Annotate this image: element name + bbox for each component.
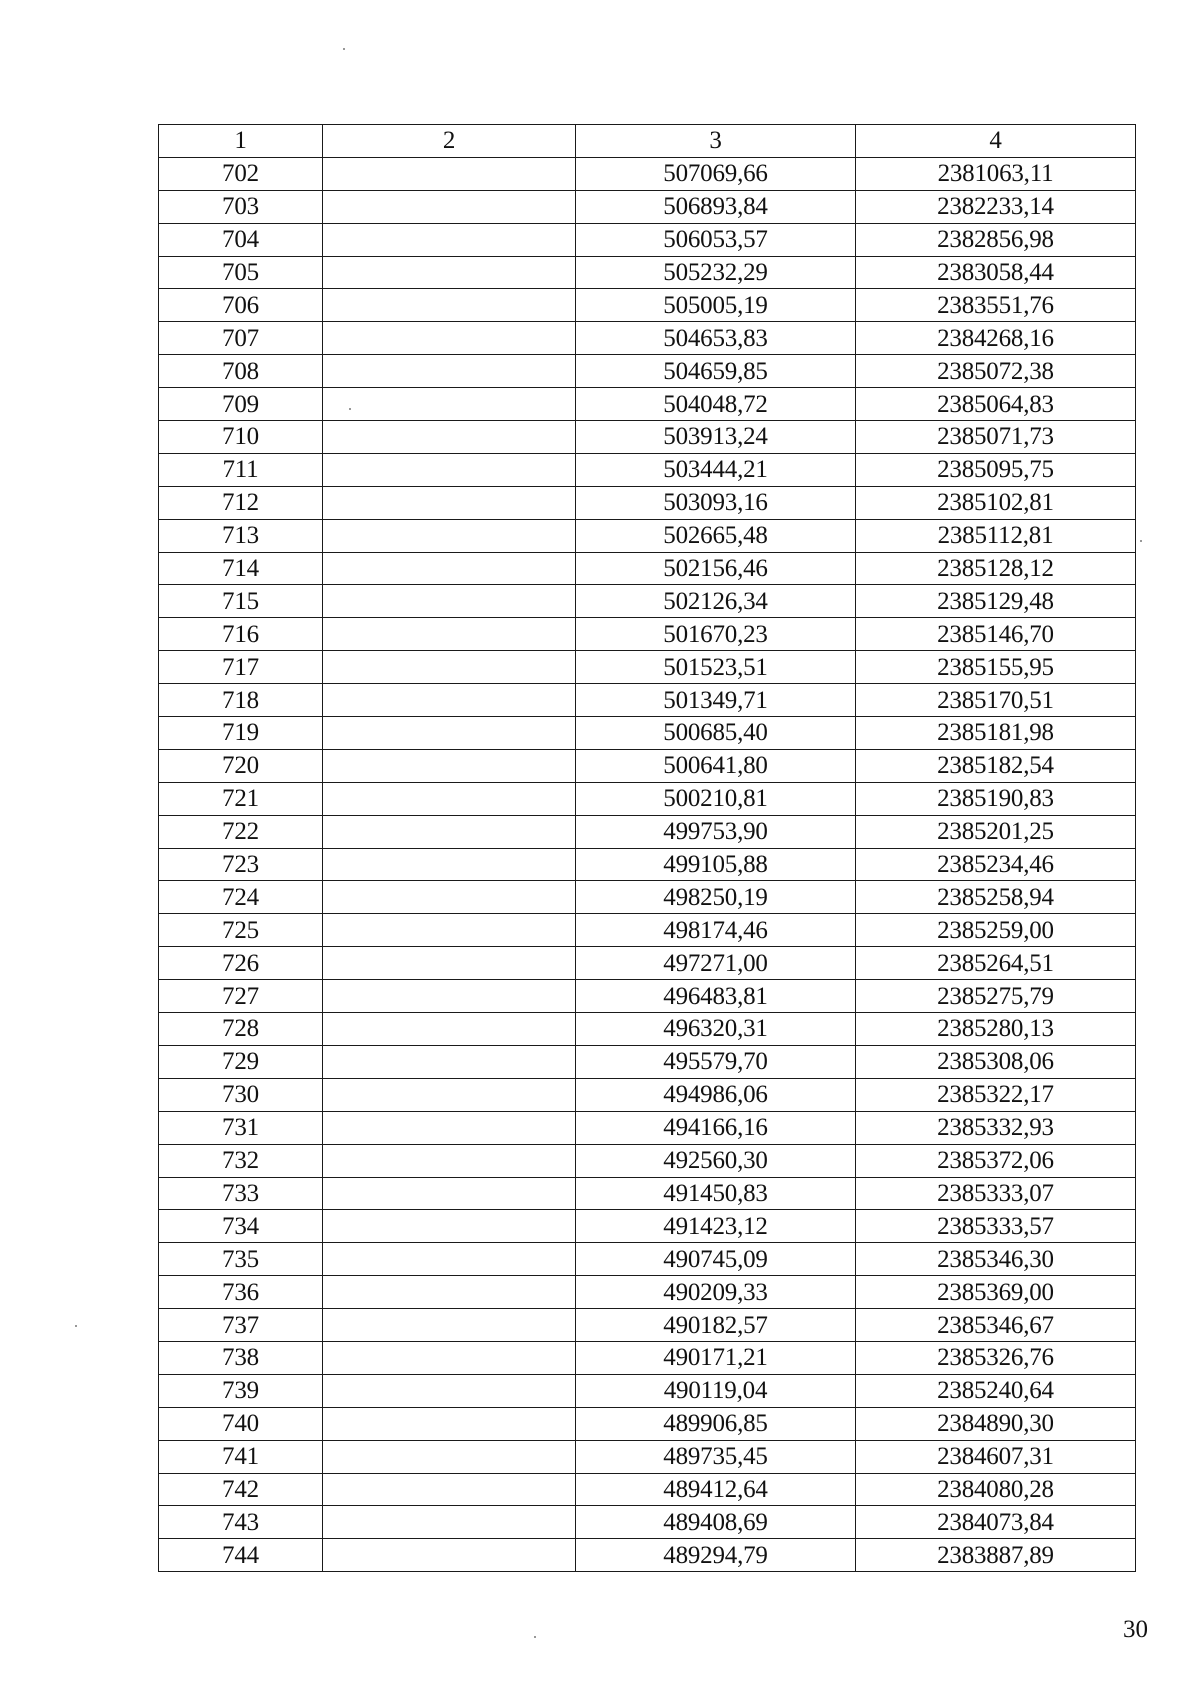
table-cell: 2385275,79 bbox=[856, 980, 1136, 1013]
table-cell: 504048,72 bbox=[576, 388, 856, 421]
table-cell: 2385071,73 bbox=[856, 421, 1136, 454]
table-row bbox=[159, 1341, 1136, 1374]
table-cell: 2385326,76 bbox=[856, 1341, 1136, 1374]
table-cell: 2385264,51 bbox=[856, 947, 1136, 980]
table-cell: 739 bbox=[159, 1374, 323, 1407]
table-cell: 489906,85 bbox=[576, 1407, 856, 1440]
table-cell bbox=[323, 453, 576, 486]
table-cell: 2385170,51 bbox=[856, 684, 1136, 717]
table-cell: 506893,84 bbox=[576, 190, 856, 223]
table-cell bbox=[323, 980, 576, 1013]
table-cell: 2385346,30 bbox=[856, 1243, 1136, 1276]
table-cell: 2385346,67 bbox=[856, 1309, 1136, 1342]
table-cell bbox=[323, 1407, 576, 1440]
table-cell: 492560,30 bbox=[576, 1144, 856, 1177]
table-row bbox=[159, 684, 1136, 717]
table-cell: 713 bbox=[159, 519, 323, 552]
table-cell: 2385102,81 bbox=[856, 486, 1136, 519]
table-cell: 2384890,30 bbox=[856, 1407, 1136, 1440]
table-row bbox=[159, 717, 1136, 750]
table-row bbox=[159, 1177, 1136, 1210]
table-cell bbox=[323, 519, 576, 552]
table-row bbox=[159, 1243, 1136, 1276]
table-row bbox=[159, 453, 1136, 486]
table-cell bbox=[323, 717, 576, 750]
table-cell: 705 bbox=[159, 256, 323, 289]
table-cell: 736 bbox=[159, 1276, 323, 1309]
table-cell: 500641,80 bbox=[576, 749, 856, 782]
table-cell: 499105,88 bbox=[576, 848, 856, 881]
table-cell: 2385064,83 bbox=[856, 388, 1136, 421]
table-cell bbox=[323, 1276, 576, 1309]
table-cell: 496483,81 bbox=[576, 980, 856, 1013]
table-cell: 709 bbox=[159, 388, 323, 421]
table-cell: 2383887,89 bbox=[856, 1539, 1136, 1572]
table-row bbox=[159, 355, 1136, 388]
table-cell: 506053,57 bbox=[576, 223, 856, 256]
table-row bbox=[159, 256, 1136, 289]
table-cell: 2385280,13 bbox=[856, 1013, 1136, 1046]
table-cell: 489412,64 bbox=[576, 1473, 856, 1506]
table-cell bbox=[323, 1243, 576, 1276]
table-cell bbox=[323, 190, 576, 223]
table-row bbox=[159, 618, 1136, 651]
table-cell: 704 bbox=[159, 223, 323, 256]
table-cell: 708 bbox=[159, 355, 323, 388]
table-row bbox=[159, 486, 1136, 519]
table-cell: 710 bbox=[159, 421, 323, 454]
table-cell bbox=[323, 585, 576, 618]
table-cell bbox=[323, 1374, 576, 1407]
table-cell: 743 bbox=[159, 1506, 323, 1539]
table-cell: 2382233,14 bbox=[856, 190, 1136, 223]
table-cell: 711 bbox=[159, 453, 323, 486]
table-cell bbox=[323, 486, 576, 519]
table-cell: 722 bbox=[159, 815, 323, 848]
table-row bbox=[159, 651, 1136, 684]
table-cell: 712 bbox=[159, 486, 323, 519]
scan-speck bbox=[75, 1325, 77, 1327]
table-row bbox=[159, 1440, 1136, 1473]
table-cell: 507069,66 bbox=[576, 157, 856, 190]
table-cell bbox=[323, 651, 576, 684]
table-row bbox=[159, 848, 1136, 881]
table-cell: 734 bbox=[159, 1210, 323, 1243]
table-cell: 490745,09 bbox=[576, 1243, 856, 1276]
table-cell bbox=[323, 1473, 576, 1506]
table-cell: 2385240,64 bbox=[856, 1374, 1136, 1407]
table-cell: 737 bbox=[159, 1309, 323, 1342]
table-row bbox=[159, 1045, 1136, 1078]
table-cell: 2382856,98 bbox=[856, 223, 1136, 256]
table-row bbox=[159, 980, 1136, 1013]
table-cell: 724 bbox=[159, 881, 323, 914]
table-cell: 498174,46 bbox=[576, 914, 856, 947]
table-row bbox=[159, 1539, 1136, 1572]
table-cell: 2385369,00 bbox=[856, 1276, 1136, 1309]
table-cell: 490182,57 bbox=[576, 1309, 856, 1342]
table-row bbox=[159, 289, 1136, 322]
table-cell bbox=[323, 1341, 576, 1374]
table-row bbox=[159, 1473, 1136, 1506]
table-cell: 2385095,75 bbox=[856, 453, 1136, 486]
table-cell: 717 bbox=[159, 651, 323, 684]
table-cell: 716 bbox=[159, 618, 323, 651]
table-cell: 2385155,95 bbox=[856, 651, 1136, 684]
table-cell: 2383551,76 bbox=[856, 289, 1136, 322]
table-cell: 502665,48 bbox=[576, 519, 856, 552]
table-cell bbox=[323, 815, 576, 848]
table-cell: 728 bbox=[159, 1013, 323, 1046]
table-cell bbox=[323, 914, 576, 947]
table-cell: 494166,16 bbox=[576, 1111, 856, 1144]
table-cell: 500685,40 bbox=[576, 717, 856, 750]
table-cell: 2385190,83 bbox=[856, 782, 1136, 815]
table-cell: 496320,31 bbox=[576, 1013, 856, 1046]
table-cell: 505232,29 bbox=[576, 256, 856, 289]
table-cell: 707 bbox=[159, 322, 323, 355]
table-row bbox=[159, 1210, 1136, 1243]
table-cell: 733 bbox=[159, 1177, 323, 1210]
column-header: 2 bbox=[323, 125, 576, 158]
table-row bbox=[159, 1374, 1136, 1407]
table-row bbox=[159, 1276, 1136, 1309]
table-row bbox=[159, 782, 1136, 815]
table-header-row bbox=[159, 125, 1136, 158]
table-row bbox=[159, 223, 1136, 256]
table-cell: 503913,24 bbox=[576, 421, 856, 454]
table-cell: 490171,21 bbox=[576, 1341, 856, 1374]
table-cell: 702 bbox=[159, 157, 323, 190]
table-cell: 2384073,84 bbox=[856, 1506, 1136, 1539]
table-row bbox=[159, 585, 1136, 618]
table-cell: 494986,06 bbox=[576, 1078, 856, 1111]
table-cell bbox=[323, 552, 576, 585]
table-cell: 490209,33 bbox=[576, 1276, 856, 1309]
table-body bbox=[159, 157, 1136, 1571]
table-row bbox=[159, 947, 1136, 980]
table-cell: 2385333,57 bbox=[856, 1210, 1136, 1243]
table-cell bbox=[323, 1045, 576, 1078]
table-cell bbox=[323, 388, 576, 421]
table-cell bbox=[323, 1078, 576, 1111]
table-row bbox=[159, 1506, 1136, 1539]
table-cell: 489735,45 bbox=[576, 1440, 856, 1473]
table-row bbox=[159, 519, 1136, 552]
coordinates-table bbox=[158, 124, 1136, 1572]
table-cell: 2384080,28 bbox=[856, 1473, 1136, 1506]
table-row bbox=[159, 388, 1136, 421]
table-cell: 744 bbox=[159, 1539, 323, 1572]
table-cell: 2385234,46 bbox=[856, 848, 1136, 881]
table-cell: 720 bbox=[159, 749, 323, 782]
table-row bbox=[159, 881, 1136, 914]
table-cell: 725 bbox=[159, 914, 323, 947]
table-cell: 2385128,12 bbox=[856, 552, 1136, 585]
table-row bbox=[159, 1309, 1136, 1342]
table-row bbox=[159, 157, 1136, 190]
table-cell: 504653,83 bbox=[576, 322, 856, 355]
table-cell bbox=[323, 1177, 576, 1210]
scan-speck bbox=[343, 48, 345, 50]
table-cell bbox=[323, 684, 576, 717]
table-cell: 729 bbox=[159, 1045, 323, 1078]
table-row bbox=[159, 749, 1136, 782]
table-cell bbox=[323, 322, 576, 355]
table-cell: 2385332,93 bbox=[856, 1111, 1136, 1144]
table-cell bbox=[323, 1309, 576, 1342]
table-cell: 2385333,07 bbox=[856, 1177, 1136, 1210]
table-cell: 503093,16 bbox=[576, 486, 856, 519]
table-cell: 2385308,06 bbox=[856, 1045, 1136, 1078]
table-row bbox=[159, 1144, 1136, 1177]
table-cell: 491450,83 bbox=[576, 1177, 856, 1210]
table-cell bbox=[323, 1210, 576, 1243]
table-cell: 502126,34 bbox=[576, 585, 856, 618]
column-header: 4 bbox=[856, 125, 1136, 158]
table-cell: 718 bbox=[159, 684, 323, 717]
table-cell: 501349,71 bbox=[576, 684, 856, 717]
table-cell bbox=[323, 157, 576, 190]
table-cell: 2385072,38 bbox=[856, 355, 1136, 388]
table-cell bbox=[323, 1506, 576, 1539]
table-cell bbox=[323, 355, 576, 388]
table-cell bbox=[323, 1013, 576, 1046]
table-cell bbox=[323, 947, 576, 980]
table-cell bbox=[323, 289, 576, 322]
table-header bbox=[159, 125, 1136, 158]
table-cell: 2385129,48 bbox=[856, 585, 1136, 618]
table-cell: 715 bbox=[159, 585, 323, 618]
table-cell bbox=[323, 749, 576, 782]
table-row bbox=[159, 914, 1136, 947]
page-number: 30 bbox=[1123, 1616, 1148, 1643]
table-cell: 501523,51 bbox=[576, 651, 856, 684]
table-cell: 731 bbox=[159, 1111, 323, 1144]
table-row bbox=[159, 815, 1136, 848]
table-cell: 491423,12 bbox=[576, 1210, 856, 1243]
table-cell: 721 bbox=[159, 782, 323, 815]
column-header: 1 bbox=[159, 125, 323, 158]
table-cell: 498250,19 bbox=[576, 881, 856, 914]
table-row bbox=[159, 1013, 1136, 1046]
table-cell: 2385182,54 bbox=[856, 749, 1136, 782]
table-cell: 706 bbox=[159, 289, 323, 322]
table-cell: 490119,04 bbox=[576, 1374, 856, 1407]
table-cell: 2384268,16 bbox=[856, 322, 1136, 355]
table-cell: 2385372,06 bbox=[856, 1144, 1136, 1177]
table-cell: 504659,85 bbox=[576, 355, 856, 388]
table-cell: 723 bbox=[159, 848, 323, 881]
table-cell: 738 bbox=[159, 1341, 323, 1374]
table-row bbox=[159, 322, 1136, 355]
table-cell: 2385201,25 bbox=[856, 815, 1136, 848]
table-cell: 703 bbox=[159, 190, 323, 223]
table-cell: 503444,21 bbox=[576, 453, 856, 486]
table-cell bbox=[323, 1539, 576, 1572]
table-cell: 499753,90 bbox=[576, 815, 856, 848]
column-header: 3 bbox=[576, 125, 856, 158]
table-cell: 489294,79 bbox=[576, 1539, 856, 1572]
table-cell bbox=[323, 782, 576, 815]
table-cell: 2385112,81 bbox=[856, 519, 1136, 552]
table-cell: 505005,19 bbox=[576, 289, 856, 322]
table-cell: 740 bbox=[159, 1407, 323, 1440]
table-cell: 2384607,31 bbox=[856, 1440, 1136, 1473]
table-row bbox=[159, 190, 1136, 223]
table-cell: 735 bbox=[159, 1243, 323, 1276]
table-cell: 742 bbox=[159, 1473, 323, 1506]
table-cell: 730 bbox=[159, 1078, 323, 1111]
table-cell: 2381063,11 bbox=[856, 157, 1136, 190]
table-cell: 502156,46 bbox=[576, 552, 856, 585]
table-cell bbox=[323, 256, 576, 289]
table-row bbox=[159, 1078, 1136, 1111]
table-cell bbox=[323, 1440, 576, 1473]
table-cell: 2385258,94 bbox=[856, 881, 1136, 914]
table-cell: 2385181,98 bbox=[856, 717, 1136, 750]
scan-speck bbox=[534, 1636, 536, 1638]
scan-speck bbox=[1140, 540, 1142, 542]
table-row bbox=[159, 421, 1136, 454]
table-cell: 732 bbox=[159, 1144, 323, 1177]
table-row bbox=[159, 1111, 1136, 1144]
table-cell: 2383058,44 bbox=[856, 256, 1136, 289]
table-cell bbox=[323, 618, 576, 651]
table-cell bbox=[323, 848, 576, 881]
table-cell: 726 bbox=[159, 947, 323, 980]
table-cell bbox=[323, 223, 576, 256]
table-cell bbox=[323, 1111, 576, 1144]
table-cell: 2385322,17 bbox=[856, 1078, 1136, 1111]
table-cell: 495579,70 bbox=[576, 1045, 856, 1078]
table-cell: 2385259,00 bbox=[856, 914, 1136, 947]
table-cell bbox=[323, 1144, 576, 1177]
table-cell: 2385146,70 bbox=[856, 618, 1136, 651]
table-cell bbox=[323, 881, 576, 914]
table-cell: 714 bbox=[159, 552, 323, 585]
table-cell: 719 bbox=[159, 717, 323, 750]
table-cell: 489408,69 bbox=[576, 1506, 856, 1539]
table-row bbox=[159, 1407, 1136, 1440]
table-cell bbox=[323, 421, 576, 454]
table-row bbox=[159, 552, 1136, 585]
table-cell: 741 bbox=[159, 1440, 323, 1473]
table-cell: 501670,23 bbox=[576, 618, 856, 651]
table-cell: 500210,81 bbox=[576, 782, 856, 815]
table-cell: 497271,00 bbox=[576, 947, 856, 980]
table-cell: 727 bbox=[159, 980, 323, 1013]
